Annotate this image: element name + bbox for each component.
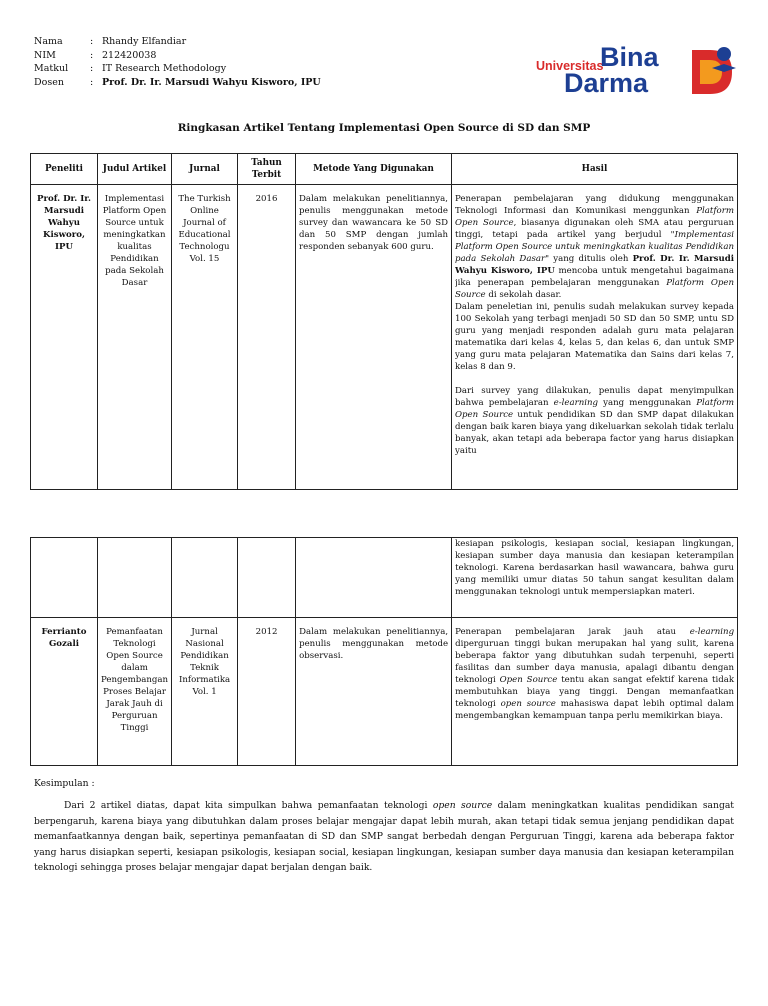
university-logo: [536, 44, 736, 100]
cell-hasil-continued: kesiapan psikologis, kesiapan social, kesiapan lingkungan, kesiapan sumber daya manusia dan kesiapan keterampilan teknologi. Karena berdasarkan hasil wawancara, bahwa guru yang memiliki umur diatas 50 tahun sangat kesulitan dalam menggunakan teknologi untuk mempersiapkan materi.: [452, 538, 738, 618]
hasil-text: [455, 193, 734, 489]
info-row-dosen: [34, 76, 321, 90]
hasil-italic: Platform Open Source: [455, 278, 734, 300]
hasil-text-part: mencoba untuk mengetahui bagaimana jika penerapan pembelajaran menggunakan: [455, 266, 734, 288]
cell-empty: [238, 538, 296, 618]
hasil-text-part: yang menggunakan: [598, 398, 697, 408]
info-sep: :: [90, 76, 94, 88]
cell-peneliti: Prof. Dr. Ir. Marsudi Wahyu Kisworo, IPU: [31, 185, 98, 490]
info-value: 212420038: [102, 49, 157, 61]
hasil-italic: Platform Open Source: [455, 398, 734, 420]
hasil-text-part: Penerapan pembelajaran jarak jauh atau: [455, 627, 690, 637]
cell-empty: [98, 538, 172, 618]
table-row-continued: [31, 538, 738, 618]
logo-universitas: Universitas: [536, 59, 604, 73]
cell-empty: [296, 538, 452, 618]
header-peneliti: Peneliti: [31, 154, 98, 185]
cell-metode: Dalam melakukan penelitiannya, penulis menggunakan metode survey dan wawancara ke 50 SD dan 50 SMP dengan jumlah responden sebanyak 600 guru.: [296, 185, 452, 490]
hasil-text-part: tentu akan sangat efektif karena tidak membutuhkan biaya yang tinggi. Dengan memanfaatkan teknologi: [455, 675, 735, 709]
hasil-italic: Open Source: [499, 675, 558, 685]
table-header-row: [31, 154, 738, 185]
cell-hasil: [452, 185, 738, 490]
document-title: Ringkasan Artikel Tentang Implementasi Open Source di SD dan SMP: [177, 122, 591, 134]
logo-darma: Darma: [564, 68, 649, 98]
hasil-text-part: mahasiswa dapat lebih optimal dalam mengembangkan kemampuan tanpa perlu memikirkan biaya.: [455, 699, 735, 721]
hasil-italic: Platform Open Source: [455, 206, 734, 228]
info-key: Matkul: [34, 63, 69, 74]
logo-bina: Bina: [600, 42, 659, 72]
hasil-text-part: Dari survey yang dilakukan, penulis dapat menyimpulkan bahwa pembelajaran: [455, 386, 734, 408]
info-value: Rhandy Elfandiar: [102, 36, 187, 47]
hasil-paragraph-2: Dalam peneletian ini, penulis sudah melakukan survey kepada 100 Sekolah yang terbagi menjadi 50 SD dan 50 SMP, untu SD guru yang menjadi responden adalah guru mata pelajaran matematika dari kelas 4, kelas 5, dan kelas 6, dan untuk SMP yang guru mata pelajaran Matematika dan Sains dari kelas 7, kelas 8 dan 9.: [455, 302, 734, 372]
hasil-text-part: di sekolah dasar.: [485, 290, 562, 300]
summary-table-part1: [30, 153, 738, 490]
kesimpulan-heading: Kesimpulan :: [34, 778, 95, 789]
info-sep: :: [90, 49, 94, 61]
header-judul: Judul Artikel: [98, 154, 172, 185]
cell-judul: Implementasi Platform Open Source untuk meningkatkan kualitas Pendidikan pada Sekolah Dasar: [98, 185, 172, 490]
student-info: [34, 35, 321, 89]
hasil-bold: Prof. Dr. Ir. Marsudi Wahyu Kisworo, IPU: [455, 254, 734, 276]
hasil-text-part: " yang ditulis oleh: [545, 254, 633, 264]
cell-empty: [172, 538, 238, 618]
hasil-italic: e-learning: [553, 398, 599, 408]
cell-metode: Dalam melakukan penelitiannya, penulis menggunakan metode observasi.: [296, 618, 452, 766]
hasil-text-part: untuk pendidikan SD dan SMP dapat dilakukan dengan baik karen biaya yang dikeluarkan sekolah tidak terlalu banyak, akan tetapi ada beberapa factor yang harus disiapkan yaitu: [455, 410, 734, 456]
cell-empty: [31, 538, 98, 618]
info-key: Nama: [34, 36, 63, 47]
header-tahun: Tahun Terbit: [238, 154, 296, 185]
cell-jurnal: Jurnal Nasional Pendidikan Teknik Informatika Vol. 1: [172, 618, 238, 766]
info-row-nim: [34, 49, 321, 63]
hasil-text-part: , biasanya digunakan oleh SMA atau perguruan tinggi, tetapi pada artikel yang berjudul ": [455, 218, 734, 240]
info-row-matkul: [34, 62, 321, 76]
hasil-italic: Implementasi Platform Open Source untuk meningkatkan kualitas Pendidikan pada Sekolah Dasar: [455, 230, 734, 264]
cell-tahun: 2016: [238, 185, 296, 490]
hasil-text-part: diperguruan tinggi bukan merupakan hal yang sulit, karena beberapa faktor yang dibutuhkan sudah terpenuhi, seperti fasilitas dan sumber daya manusia, apalagi dibantu dengan teknologi: [455, 639, 735, 685]
hasil-paragraph-3: [455, 385, 734, 457]
hasil-text-part: Penerapan pembelajaran yang didukung menggunakan Teknologi Informasi dan Komunikasi menggunkan: [455, 194, 734, 216]
cell-judul: Pemanfaatan Teknologi Open Source dalam Pengembangan Proses Belajar Jarak Jauh di Perguruan Tinggi: [98, 618, 172, 766]
header-hasil: Hasil: [452, 154, 738, 185]
cell-peneliti: Ferrianto Gozali: [31, 618, 98, 766]
kesimpulan-text-part: dalam meningkatkan kualitas pendidikan sangat berpengaruh, karena biaya yang dibutuhkan dalam proses belajar mengajar dapat lebih murah, akan tetapi tidak semua jenjang pendidikan dapat memanfaatkannya dengan baik, sepertinya pemanfaatan di SD dan SMP sangat berbedah dengan Perguruan Tinggi, karena ada beberapa faktor yang harus disiapkan seperti, kesiapan psikologis, kesiapan social, kesiapan lingkungan, kesiapan sumber daya manusia dan kesiapan keterampilan teknologi sehingga proses belajar mengajar dapat berjalan dengan baik.: [34, 800, 735, 873]
hasil-italic: open source: [500, 699, 556, 709]
info-sep: :: [90, 36, 94, 47]
cell-jurnal: The Turkish Online Journal of Educational Technologu Vol. 15: [172, 185, 238, 490]
cell-tahun: 2012: [238, 618, 296, 766]
info-row-nama: [34, 35, 321, 49]
summary-table-part2: [30, 537, 738, 766]
logo-emblem-icon: [686, 44, 738, 100]
cell-hasil: [452, 618, 738, 766]
info-sep: :: [90, 63, 94, 74]
header-metode: Metode Yang Digunakan: [296, 154, 452, 185]
info-key: NIM: [34, 49, 56, 61]
hasil-italic: e-learning: [689, 627, 735, 637]
kesimpulan-italic: open source: [432, 800, 493, 811]
info-value: IT Research Methodology: [102, 63, 227, 74]
table-row: [31, 185, 738, 490]
kesimpulan-paragraph: [34, 798, 734, 876]
table-row: [31, 618, 738, 766]
info-key: Dosen: [34, 76, 64, 88]
kesimpulan-text-part: Dari 2 artikel diatas, dapat kita simpulkan bahwa pemanfaatan teknologi: [64, 800, 433, 811]
info-value: Prof. Dr. Ir. Marsudi Wahyu Kisworo, IPU: [102, 76, 321, 88]
header-jurnal: Jurnal: [172, 154, 238, 185]
